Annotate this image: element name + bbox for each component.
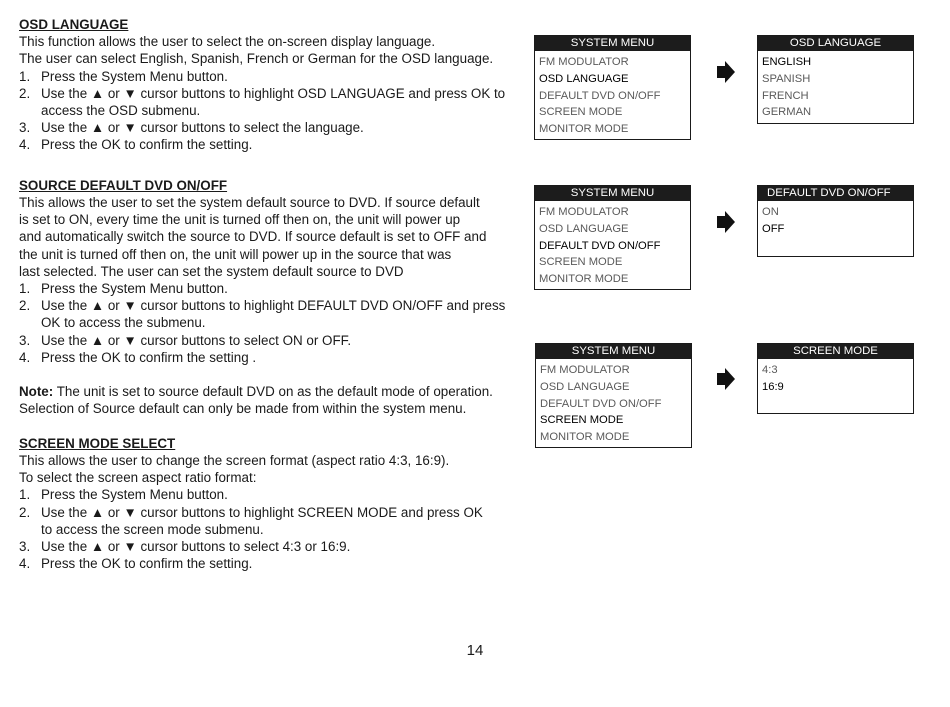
note-paragraph <box>19 383 509 400</box>
menu-item: DEFAULT DVD ON/OFF <box>539 89 661 102</box>
step-continuation: to access the screen mode submenu. <box>41 521 264 537</box>
menu-title: SCREEN MODE <box>758 344 913 359</box>
step-item: 4. Press the OK to confirm the setting . <box>19 349 257 365</box>
menu-item-highlighted: SCREEN MODE <box>540 414 624 427</box>
step-continuation: access the OSD submenu. <box>41 103 201 119</box>
menu-item: ON <box>762 206 779 218</box>
menu-item: SPANISH <box>762 72 811 85</box>
paragraph-line: This allows the user to set the system default source to DVD. If source default <box>19 195 480 211</box>
menu-item: OSD LANGUAGE <box>540 380 630 393</box>
menu-item: MONITOR MODE <box>539 273 629 286</box>
menu-item: MONITOR MODE <box>540 431 630 444</box>
menu-title: SYSTEM MENU <box>536 344 691 359</box>
note-label: Note: <box>19 384 54 400</box>
step-item: 4. Press the OK to confirm the setting. <box>19 556 253 572</box>
arrow-right-icon <box>717 61 735 83</box>
paragraph-line: This allows the user to change the screen format (aspect ratio 4:3, 16:9). <box>19 453 450 469</box>
paragraph-line: To select the screen aspect ratio format: <box>19 470 257 486</box>
paragraph-line: last selected. The user can set the system default source to DVD <box>19 263 404 279</box>
menu-item: SCREEN MODE <box>539 256 623 269</box>
step-continuation: OK to access the submenu. <box>41 315 206 331</box>
menu-item: MONITOR MODE <box>539 123 629 136</box>
menu-item: 4:3 <box>762 364 778 376</box>
step-item: 1. Press the System Menu button. <box>19 281 228 297</box>
menu-item-highlighted: 16:9 <box>762 380 784 393</box>
menu-item: FM MODULATOR <box>539 206 629 218</box>
menu-item: GERMAN <box>762 106 812 119</box>
step-item: 2. Use the ▲ or ▼ cursor buttons to highlight OSD LANGUAGE and press OK to <box>19 85 506 101</box>
section-heading-osd-language: OSD LANGUAGE <box>19 17 129 32</box>
menu-title: OSD LANGUAGE <box>758 36 913 51</box>
menu-item-highlighted: OSD LANGUAGE <box>539 72 629 85</box>
step-item: 2. Use the ▲ or ▼ cursor buttons to highlight SCREEN MODE and press OK <box>19 504 483 520</box>
paragraph-line: is set to ON, every time the unit is turned off then on, the unit will power up <box>19 212 461 228</box>
menu-title: SYSTEM MENU <box>535 36 690 51</box>
page-number: 14 <box>466 642 484 659</box>
paragraph-line: the unit is turned off then on, the unit will power up in the source that was <box>19 246 452 262</box>
step-item: 3. Use the ▲ or ▼ cursor buttons to select ON or OFF. <box>19 332 352 348</box>
osd-language-menu-diagram <box>757 35 914 124</box>
arrow-right-icon <box>717 368 735 390</box>
menu-item: DEFAULT DVD ON/OFF <box>540 397 662 410</box>
step-item: 3. Use the ▲ or ▼ cursor buttons to select the language. <box>19 120 364 136</box>
section-heading-screen-mode: SCREEN MODE SELECT <box>19 435 176 451</box>
step-item: 2. Use the ▲ or ▼ cursor buttons to highlight DEFAULT DVD ON/OFF and press <box>19 298 506 314</box>
menu-item-highlighted: DEFAULT DVD ON/OFF <box>539 239 661 252</box>
menu-item-highlighted: ENGLISH <box>762 56 812 68</box>
system-menu-diagram-default-dvd <box>534 185 691 290</box>
paragraph-line: This function allows the user to select the on-screen display language. <box>19 34 436 50</box>
step-item: 4. Press the OK to confirm the setting. <box>19 137 253 153</box>
section-heading-source-default: SOURCE DEFAULT DVD ON/OFF <box>19 177 228 193</box>
note-text: The unit is set to source default DVD on as the default mode of operation. <box>53 384 493 400</box>
menu-item: FRENCH <box>762 89 809 102</box>
default-dvd-menu-diagram <box>757 185 914 257</box>
system-menu-diagram-osd <box>534 35 691 140</box>
screen-mode-menu-diagram <box>757 343 914 414</box>
step-item: 1. Press the System Menu button. <box>19 487 228 503</box>
step-item: 1. Press the System Menu button. <box>19 68 228 84</box>
paragraph-line: The user can select English, Spanish, French or German for the OSD language. <box>19 51 494 67</box>
menu-title: DEFAULT DVD ON/OFF <box>758 186 913 201</box>
menu-item: SCREEN MODE <box>539 106 623 119</box>
instructions-column <box>19 16 509 572</box>
menu-item-highlighted: OFF <box>762 222 785 235</box>
arrow-right-icon <box>717 211 735 233</box>
system-menu-diagram-screen-mode <box>535 343 692 448</box>
menu-item: FM MODULATOR <box>540 364 630 376</box>
menu-item: OSD LANGUAGE <box>539 222 629 235</box>
step-item: 3. Use the ▲ or ▼ cursor buttons to select 4:3 or 16:9. <box>19 539 351 555</box>
note-text: Selection of Source default can only be made from within the system menu. <box>19 401 467 417</box>
paragraph-line: and automatically switch the source to DVD. If source default is set to OFF and <box>19 229 487 245</box>
menu-item: FM MODULATOR <box>539 56 629 68</box>
menu-title: SYSTEM MENU <box>535 186 690 201</box>
